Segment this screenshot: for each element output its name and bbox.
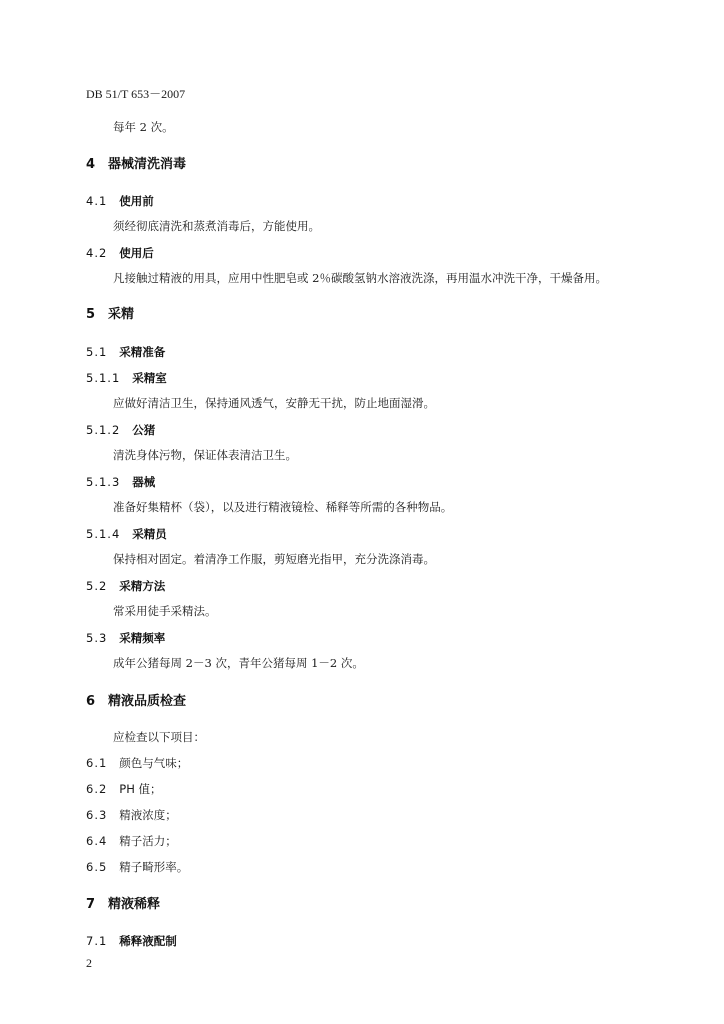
subsection-heading-7-1 [86,936,177,948]
paragraph: 应做好清洁卫生，保持通风透气，安静无干扰，防止地面湿滑。 [113,396,435,410]
subsection-heading-5-2 [86,581,165,593]
list-item-text: 精子畸形率。 [119,860,189,874]
document-code: DB 51/T 653－2007 [86,87,186,101]
list-item-number: 6.5 [86,860,108,874]
list-item-number: 6.3 [86,808,108,822]
paragraph: 须经彻底清洗和蒸煮消毒后，方能使用。 [113,219,320,233]
subsection-title: 使用后 [119,246,154,260]
section-heading-5 [86,308,134,321]
subsection-number: 5.1.4 [86,527,121,541]
section-title: 精液稀释 [108,897,161,912]
section-title: 采精 [108,307,135,322]
subsection-heading-4-1 [86,196,154,208]
paragraph: 应检查以下项目： [113,730,205,744]
paragraph: 保持相对固定。着清净工作服，剪短磨光指甲，充分洗涤消毒。 [113,552,435,566]
subsection-number: 4.1 [86,194,108,208]
subsection-title: 采精室 [132,371,167,385]
list-item [86,836,177,848]
section-title: 器械清洗消毒 [108,157,187,172]
subsection-heading-5-1 [86,347,165,359]
subsection-heading-5-1-4 [86,529,167,541]
subsection-heading-5-3 [86,633,165,645]
section-heading-4 [86,158,186,171]
subsection-number: 5.1.2 [86,423,121,437]
subsection-title: 器械 [132,475,156,489]
list-item-text: 精液浓度； [119,808,177,822]
list-item [86,862,188,874]
paragraph: 每年 2 次。 [113,120,174,134]
subsection-title: 采精准备 [119,345,166,359]
subsection-heading-5-1-1 [86,373,167,385]
list-item-number: 6.2 [86,782,108,796]
subsection-heading-5-1-2 [86,425,155,437]
paragraph: 准备好集精杯（袋），以及进行精液镜检、稀释等所需的各种物品。 [113,500,453,514]
subsection-number: 5.2 [86,579,108,593]
subsection-number: 7.1 [86,934,108,948]
subsection-number: 5.1.1 [86,371,121,385]
section-number: 4 [86,157,96,172]
page-number: 2 [86,956,92,970]
paragraph: 清洗身体污物，保证体表清洁卫生。 [113,448,297,462]
section-heading-7 [86,898,160,911]
section-number: 5 [86,307,96,322]
subsection-title: 公猪 [132,423,156,437]
subsection-number: 4.2 [86,246,108,260]
section-number: 7 [86,897,96,912]
subsection-number: 5.1.3 [86,475,121,489]
list-item [86,784,162,796]
list-item-text: PH 值； [119,782,162,796]
list-item-text: 精子活力； [119,834,177,848]
subsection-heading-5-1-3 [86,477,155,489]
subsection-title: 采精方法 [119,579,166,593]
list-item [86,810,177,822]
subsection-title: 采精员 [132,527,167,541]
subsection-number: 5.3 [86,631,108,645]
paragraph: 成年公猪每周 2－3 次，青年公猪每周 1－2 次。 [113,656,364,670]
list-item [86,758,188,770]
subsection-number: 5.1 [86,345,108,359]
section-heading-6 [86,695,186,708]
subsection-heading-4-2 [86,248,154,260]
section-title: 精液品质检查 [108,694,187,709]
list-item-text: 颜色与气味； [119,756,189,770]
list-item-number: 6.4 [86,834,108,848]
subsection-title: 采精频率 [119,631,166,645]
subsection-title: 稀释液配制 [119,934,177,948]
subsection-title: 使用前 [119,194,154,208]
list-item-number: 6.1 [86,756,108,770]
paragraph: 常采用徒手采精法。 [113,604,217,618]
paragraph: 凡接触过精液的用具，应用中性肥皂或 2％碳酸氢钠水溶液洗涤，再用温水冲洗干净，干燥备用。 [113,271,607,285]
section-number: 6 [86,694,96,709]
